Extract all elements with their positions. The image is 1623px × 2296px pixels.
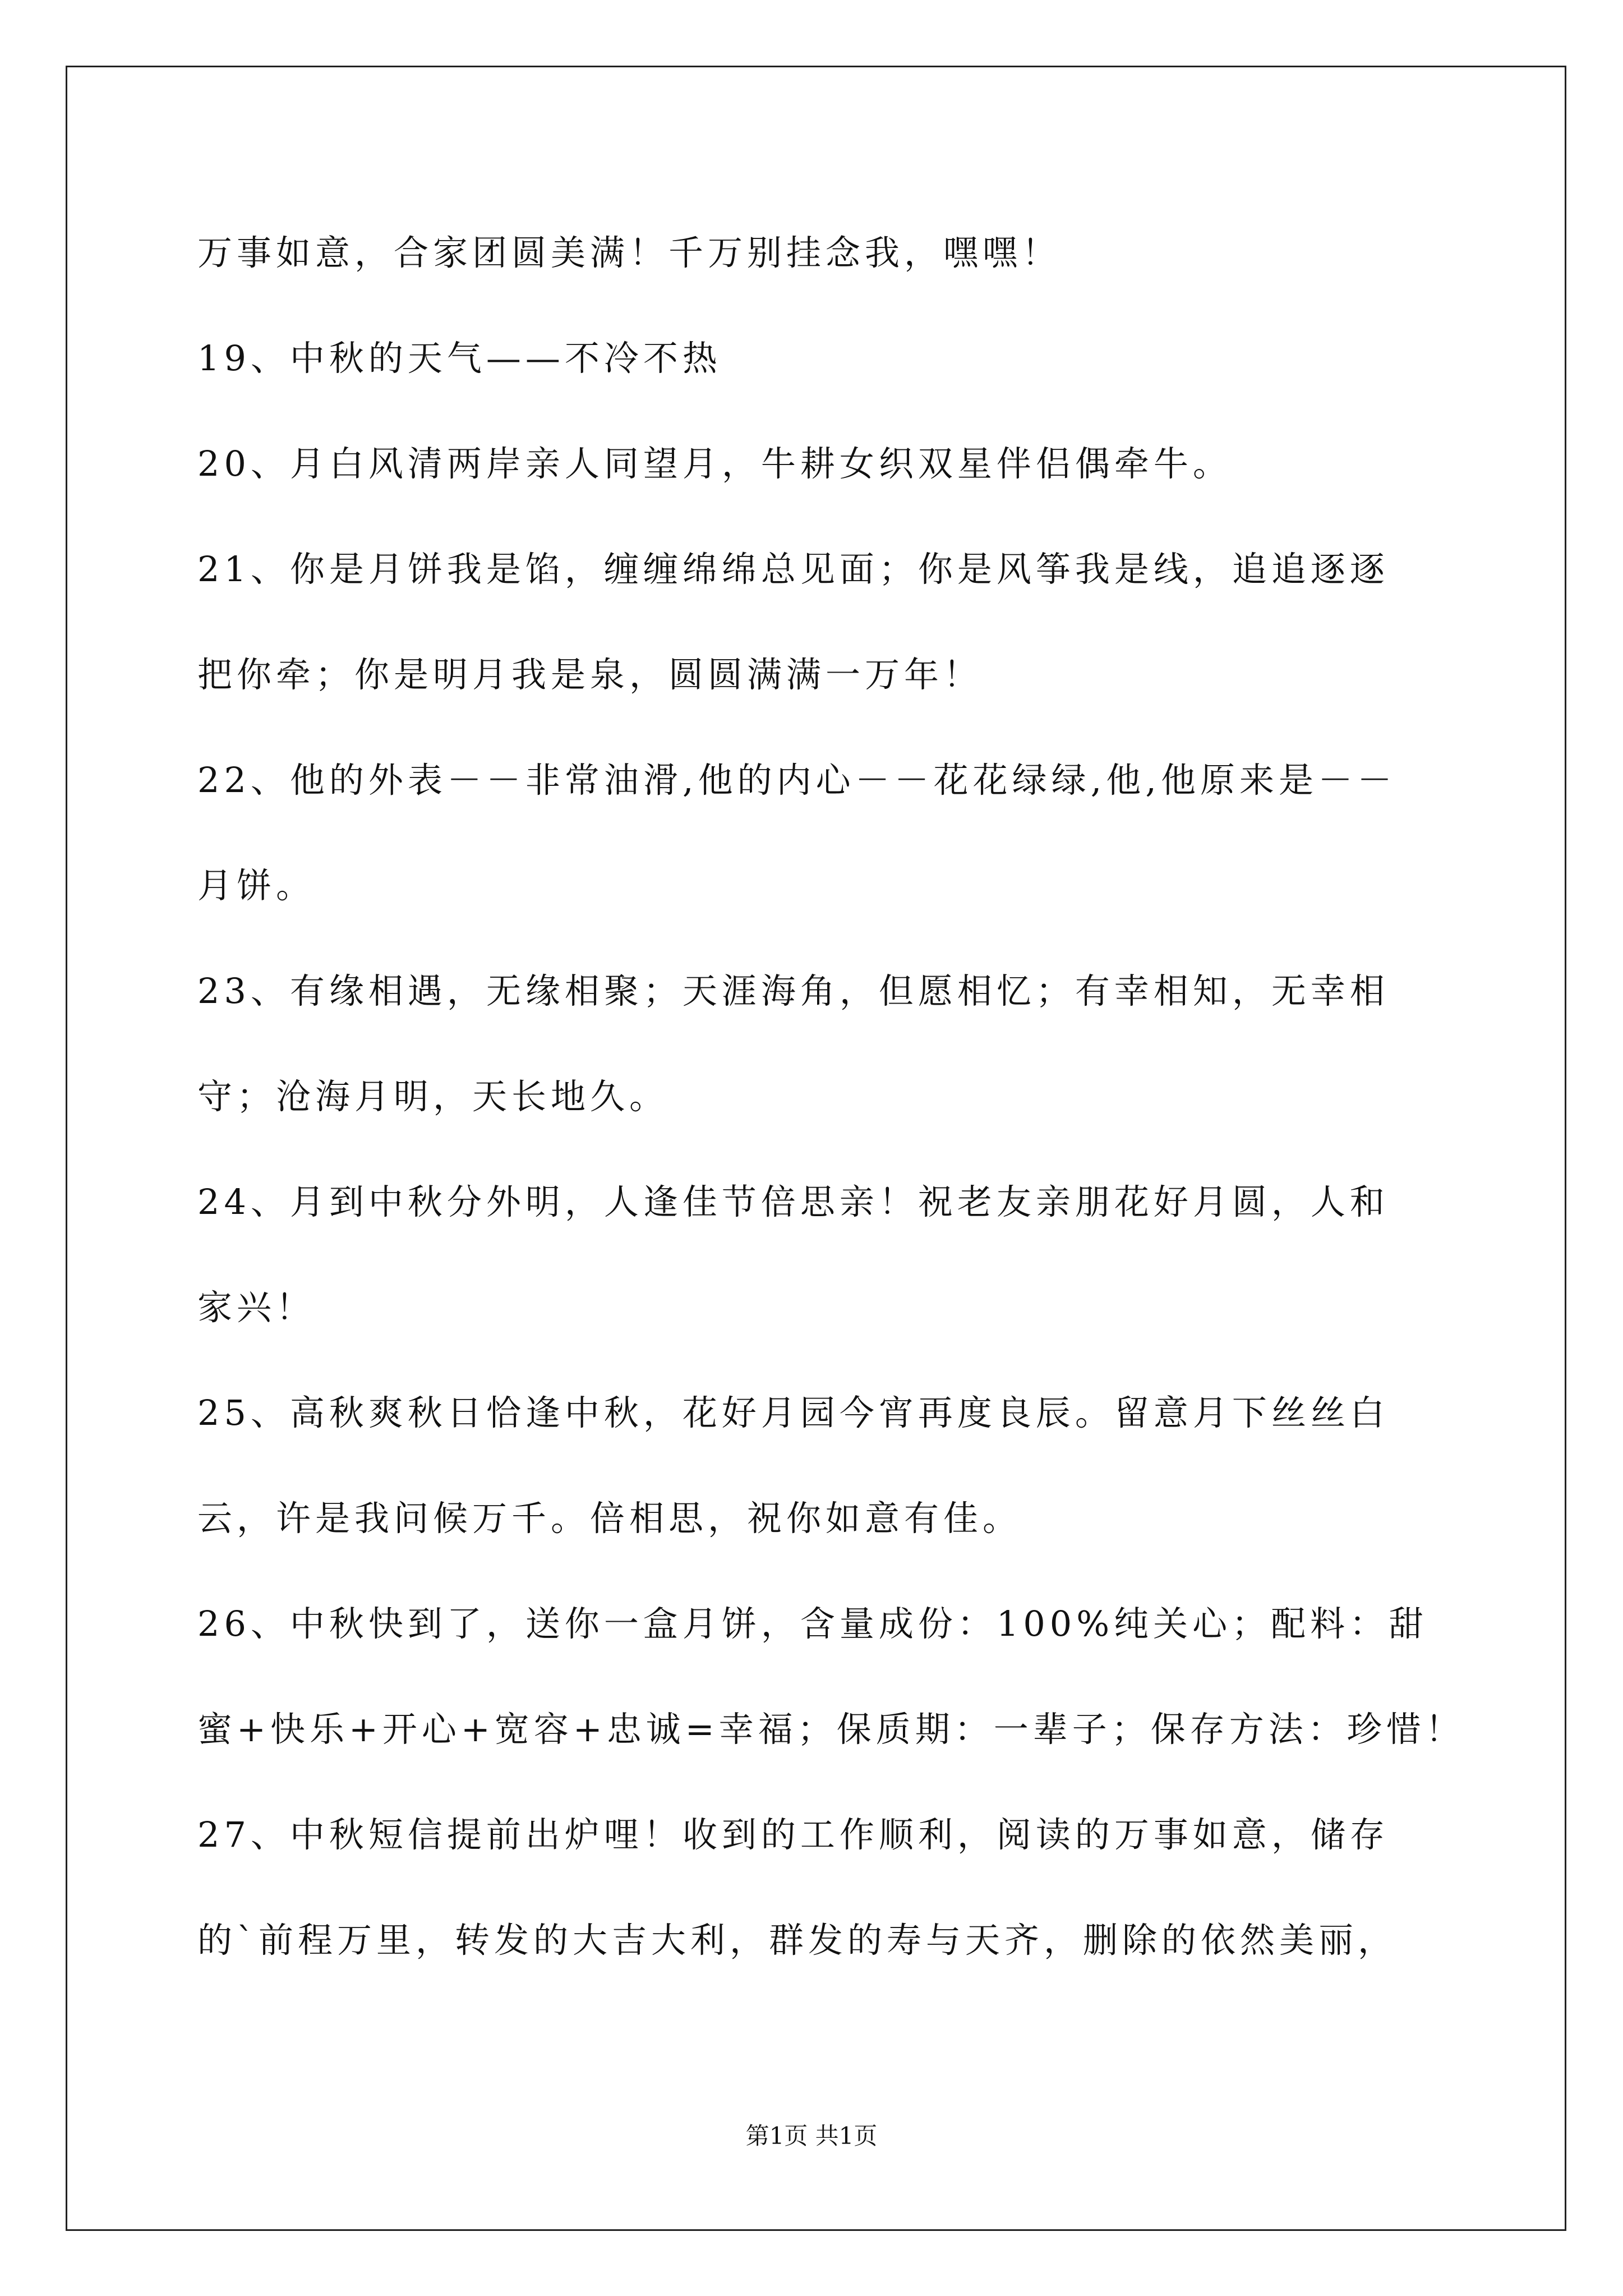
text-line: 月饼。 <box>197 865 316 906</box>
text-line: 把你牵；你是明月我是泉，圆圆满满一万年！ <box>197 654 983 695</box>
text-line: 万事如意，合家团圆美满！千万别挂念我，嘿嘿！ <box>197 232 1062 273</box>
text-line: 23、有缘相遇，无缘相聚；天涯海角，但愿相忆；有幸相知，无幸相 <box>197 970 1389 1011</box>
text-line: 24、月到中秋分外明，人逢佳节倍思亲！祝老友亲朋花好月圆，人和 <box>197 1181 1389 1222</box>
text-line: 的`前程万里，转发的大吉大利，群发的寿与天齐，删除的依然美丽， <box>197 1920 1398 1961</box>
page-footer: 第1页 共1页 <box>745 2122 878 2150</box>
text-line: 21、你是月饼我是馅，缠缠绵绵总见面；你是风筝我是线，追追逐逐 <box>197 549 1389 590</box>
text-line: 蜜+快乐+开心+宽容+忠诚=幸福；保质期：一辈子；保存方法：珍惜！ <box>197 1709 1465 1750</box>
text-line: 27、中秋短信提前出炉哩！收到的工作顺利，阅读的万事如意，储存 <box>197 1814 1389 1855</box>
text-line: 22、他的外表－－非常油滑,他的内心－－花花绿绿,他,他原来是－－ <box>197 760 1397 800</box>
text-line: 19、中秋的天气——不冷不热 <box>197 338 722 379</box>
text-line: 25、高秋爽秋日恰逢中秋，花好月园今宵再度良辰。留意月下丝丝白 <box>197 1392 1389 1433</box>
text-line: 26、中秋快到了，送你一盒月饼，含量成份：100%纯关心；配料：甜 <box>197 1603 1428 1644</box>
page-border <box>66 66 1566 2231</box>
text-line: 20、月白风清两岸亲人同望月，牛耕女织双星伴侣偶牵牛。 <box>197 443 1232 484</box>
text-line: 守；沧海月明，天长地久。 <box>197 1076 669 1117</box>
text-line: 家兴！ <box>197 1287 316 1328</box>
text-line: 云，许是我问候万千。倍相思，祝你如意有佳。 <box>197 1498 1022 1539</box>
